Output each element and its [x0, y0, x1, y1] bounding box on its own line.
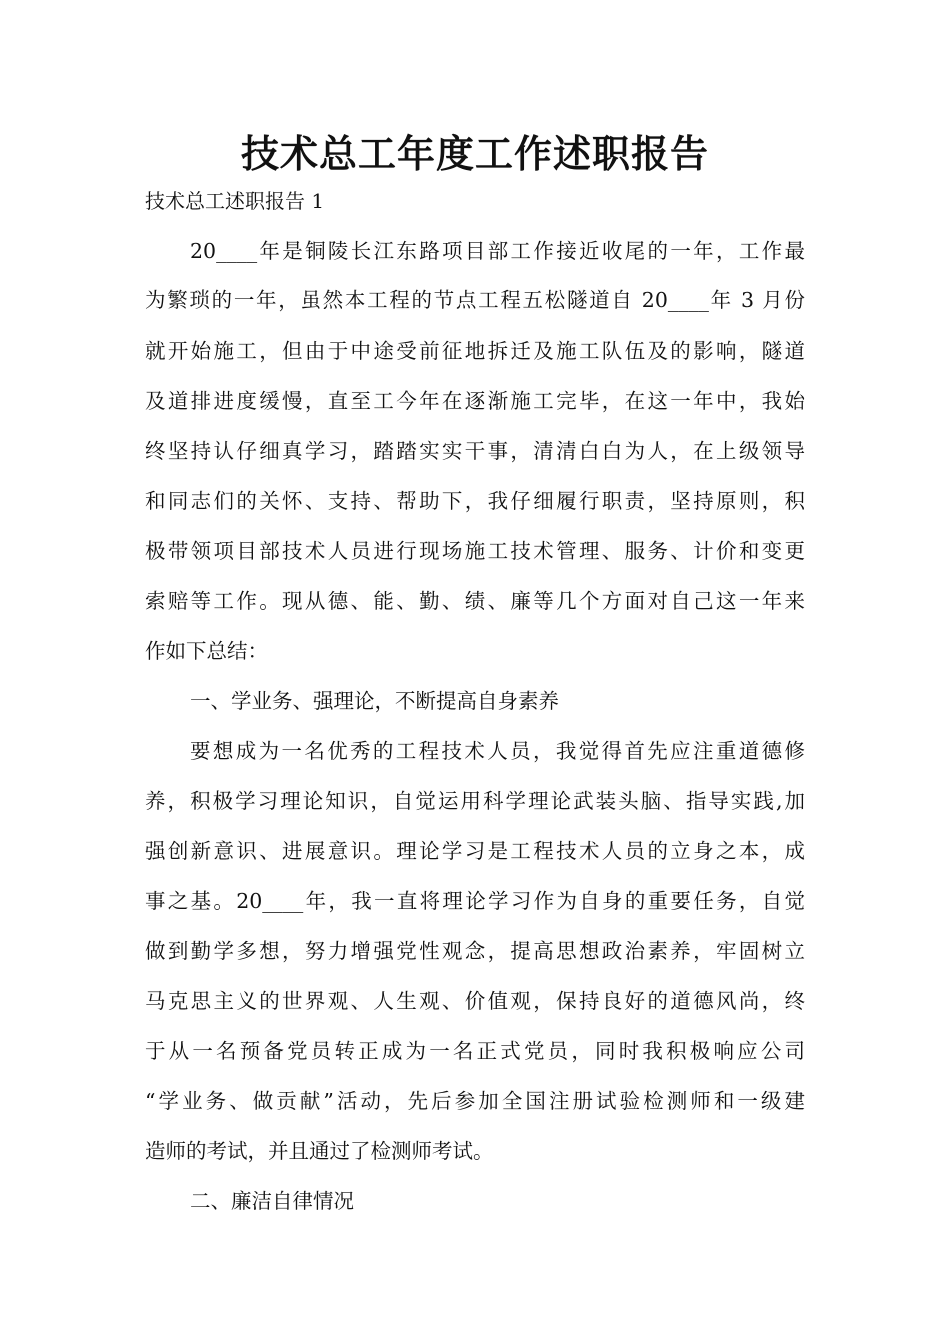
paragraph-line: 为繁琐的一年，虽然本工程的节点工程五松隧道自 20____年 3 月份 [145, 288, 805, 312]
section-heading: 二、廉洁自律情况 [190, 1189, 354, 1213]
paragraph-line: 作如下总结： [145, 639, 268, 663]
section-heading: 一、学业务、强理论，不断提高自身素养 [190, 689, 559, 713]
paragraph-line: 要想成为一名优秀的工程技术人员，我觉得首先应注重道德修 [190, 739, 805, 763]
paragraph-line: 养，积极学习理论知识，自觉运用科学理论武装头脑、指导实践,加 [145, 789, 805, 813]
paragraph-line: 20____年是铜陵长江东路项目部工作接近收尾的一年，工作最 [190, 239, 805, 263]
document-title: 技术总工年度工作述职报告 [240, 131, 709, 176]
paragraph-line: 马克思主义的世界观、人生观、价值观，保持良好的道德风尚，终 [145, 989, 805, 1013]
paragraph-line: 索赔等工作。现从德、能、勤、绩、廉等几个方面对自己这一年来 [145, 589, 805, 613]
paragraph-line: 及道排进度缓慢，直至工今年在逐渐施工完毕，在这一年中，我始 [145, 389, 805, 413]
paragraph-line: 事之基。20____年，我一直将理论学习作为自身的重要任务，自觉 [145, 889, 805, 913]
paragraph-line: “学业务、做贡献”活动，先后参加全国注册试验检测师和一级建 [145, 1089, 805, 1113]
paragraph-line: 造师的考试，并且通过了检测师考试。 [145, 1139, 494, 1163]
paragraph-line: 极带领项目部技术人员进行现场施工技术管理、服务、计价和变更 [145, 539, 805, 563]
paragraph-line: 终坚持认仔细真学习，踏踏实实干事，清清白白为人，在上级领导 [145, 439, 805, 463]
paragraph-line: 做到勤学多想，努力增强党性观念，提高思想政治素养，牢固树立 [145, 939, 805, 963]
paragraph-line: 于从一名预备党员转正成为一名正式党员，同时我积极响应公司 [145, 1039, 805, 1063]
paragraph-line: 就开始施工，但由于中途受前征地拆迁及施工队伍及的影响，隧道 [145, 339, 805, 363]
paragraph-line: 和同志们的关怀、支持、帮助下，我仔细履行职责，坚持原则，积 [145, 489, 805, 513]
paragraph-line: 强创新意识、进展意识。理论学习是工程技术人员的立身之本，成 [145, 839, 805, 863]
document-subtitle: 技术总工述职报告 1 [145, 189, 325, 213]
